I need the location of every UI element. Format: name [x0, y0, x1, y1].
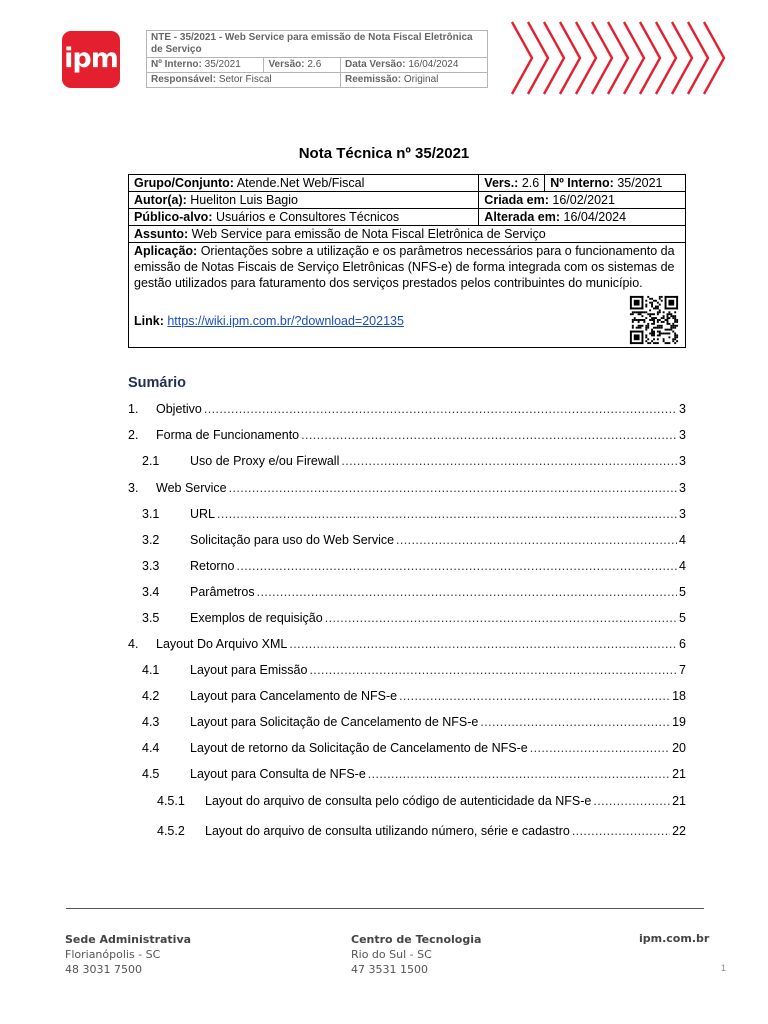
toc-leader-dots [480, 715, 670, 729]
document-header-table [146, 30, 488, 88]
toc-item[interactable] [142, 611, 686, 625]
toc-item-label: URL [190, 507, 216, 521]
toc-item-page: 3 [679, 481, 686, 495]
info-table [128, 174, 686, 348]
header-reemissao: Reemissão: Original [340, 73, 487, 88]
toc-item-number: 4.1 [142, 663, 160, 677]
assunto-cell: Assunto: Web Service para emissão de Nota Fiscal Eletrônica de Serviço [129, 226, 686, 243]
toc-leader-dots [593, 794, 670, 808]
toc-item[interactable] [142, 585, 686, 599]
toc-item-label: Uso de Proxy e/ou Firewall [190, 454, 340, 468]
toc-item-number: 3.3 [142, 559, 160, 573]
footer-centro: Centro de Tecnologia Rio do Sul - SC 47 3531 1500 [351, 933, 482, 976]
toc-item[interactable] [157, 824, 686, 838]
toc-item-label: Layout do arquivo de consulta utilizando número, série e cadastro [205, 824, 570, 838]
toc-item[interactable] [128, 428, 686, 442]
toc-item-label: Layout para Solicitação de Cancelamento de NFS-e [190, 715, 479, 729]
toc-item-label: Layout para Consulta de NFS-e [190, 767, 366, 781]
header-title: NTE - 35/2021 - Web Service para emissão de Nota Fiscal Eletrônica de Serviço [147, 31, 488, 58]
toc-leader-dots [257, 585, 677, 599]
toc-item-label: Layout Do Arquivo XML [156, 637, 288, 651]
toc-item-page: 5 [679, 611, 686, 625]
link-cell: Link: https://wiki.ipm.com.br/?download=202135 [129, 291, 686, 348]
toc-leader-dots [399, 689, 670, 703]
toc-item-label: Forma de Funcionamento [156, 428, 300, 442]
toc-item-label: Layout do arquivo de consulta pelo código de autenticidade da NFS-e [205, 794, 592, 808]
toc-item-page: 3 [679, 454, 686, 468]
toc-item-label: Layout para Emissão [190, 663, 308, 677]
ipm-logo: ipm [62, 31, 120, 88]
toc-leader-dots [236, 559, 677, 573]
toc-item[interactable] [142, 741, 686, 755]
toc-item-page: 21 [672, 767, 686, 781]
grupo-cell: Grupo/Conjunto: Atende.Net Web/Fiscal [129, 175, 479, 192]
toc-item-label: Layout de retorno da Solicitação de Cancelamento de NFS-e [190, 741, 528, 755]
toc-item-page: 18 [672, 689, 686, 703]
toc-item[interactable] [128, 402, 686, 416]
toc-item[interactable] [157, 794, 686, 808]
toc-item-label: Objetivo [156, 402, 202, 416]
aplicacao-cell: Aplicação: Orientações sobre a utilização e os parâmetros necessários para o funcionamento da emissão de Notas Fiscais de Serviço Eletrônicas (NFS-e) de forma integrada com os sistemas de gestão utilizados para faturamento dos serviços prestados pelos contribuintes do município. [129, 243, 686, 292]
toc-leader-dots [572, 824, 670, 838]
footer-sede: Sede Administrativa Florianópolis - SC 48 3031 7500 [65, 933, 192, 976]
toc-item-page: 7 [679, 663, 686, 677]
toc-item-number: 4.4 [142, 741, 160, 755]
toc-leader-dots [325, 611, 677, 625]
toc-item-label: Exemplos de requisição [190, 611, 323, 625]
toc-leader-dots [289, 637, 677, 651]
toc-item-number: 4.3 [142, 715, 160, 729]
toc-item[interactable] [142, 454, 686, 468]
toc-leader-dots [368, 767, 670, 781]
toc-item-page: 3 [679, 507, 686, 521]
toc-item-number: 4. [128, 637, 139, 651]
toc-item-number: 1. [128, 402, 139, 416]
toc-item-label: Layout para Cancelamento de NFS-e [190, 689, 398, 703]
toc-item-page: 3 [679, 428, 686, 442]
toc-item-number: 4.5.2 [157, 824, 185, 838]
toc-item[interactable] [128, 637, 686, 651]
toc-leader-dots [396, 533, 677, 547]
alterada-cell: Alterada em: 16/04/2024 [479, 209, 686, 226]
footer-divider [66, 908, 704, 909]
toc-item-number: 3. [128, 481, 139, 495]
toc-leader-dots [204, 402, 677, 416]
header-data-versao: Data Versão: 16/04/2024 [340, 58, 487, 73]
toc-item-number: 3.2 [142, 533, 160, 547]
toc-item-number: 2.1 [142, 454, 160, 468]
download-link[interactable]: https://wiki.ipm.com.br/?download=202135 [167, 314, 404, 328]
toc-item-number: 3.5 [142, 611, 160, 625]
qr-code-icon [626, 294, 682, 346]
toc-item-label: Parâmetros [190, 585, 255, 599]
footer-site: ipm.com.br [639, 932, 710, 945]
interno-cell: Nº Interno: 35/2021 [545, 175, 686, 192]
toc-item-number: 2. [128, 428, 139, 442]
toc-item-number: 4.5.1 [157, 794, 185, 808]
toc-item-page: 5 [679, 585, 686, 599]
toc-item-label: Retorno [190, 559, 235, 573]
toc-item-number: 4.2 [142, 689, 160, 703]
toc-item[interactable] [142, 663, 686, 677]
toc-leader-dots [229, 481, 677, 495]
toc-item-page: 22 [672, 824, 686, 838]
toc-item[interactable] [142, 767, 686, 781]
toc-item[interactable] [142, 507, 686, 521]
toc-item-page: 3 [679, 402, 686, 416]
toc-leader-dots [341, 454, 677, 468]
header-versao: Versão: 2.6 [264, 58, 341, 73]
autor-cell: Autor(a): Hueliton Luis Bagio [129, 192, 479, 209]
toc-item-page: 19 [672, 715, 686, 729]
toc-item-number: 3.1 [142, 507, 160, 521]
toc-item[interactable] [142, 715, 686, 729]
header-responsavel: Responsável: Setor Fiscal [147, 73, 341, 88]
toc-item[interactable] [128, 481, 686, 495]
page-number: 1 [721, 963, 727, 973]
document-title: Nota Técnica nº 35/2021 [298, 145, 470, 162]
toc-item[interactable] [142, 689, 686, 703]
toc-item[interactable] [142, 559, 686, 573]
toc-item-page: 4 [679, 533, 686, 547]
toc-item-number: 3.4 [142, 585, 160, 599]
toc-item-label: Solicitação para uso do Web Service [190, 533, 395, 547]
publico-cell: Público-alvo: Usuários e Consultores Técnicos [129, 209, 479, 226]
toc-leader-dots [309, 663, 677, 677]
toc-item-page: 6 [679, 637, 686, 651]
toc-item-page: 4 [679, 559, 686, 573]
toc-item-page: 21 [672, 794, 686, 808]
toc-leader-dots [217, 507, 677, 521]
toc-item-label: Web Service [156, 481, 227, 495]
vers-cell: Vers.: 2.6 [479, 175, 545, 192]
toc-heading: Sumário [128, 375, 187, 391]
header-interno: Nº Interno: 35/2021 [147, 58, 264, 73]
toc-item-number: 4.5 [142, 767, 160, 781]
toc-leader-dots [301, 428, 677, 442]
toc-leader-dots [530, 741, 670, 755]
decorative-stripes [508, 20, 728, 100]
toc-item[interactable] [142, 533, 686, 547]
criada-cell: Criada em: 16/02/2021 [479, 192, 686, 209]
toc-item-page: 20 [672, 741, 686, 755]
